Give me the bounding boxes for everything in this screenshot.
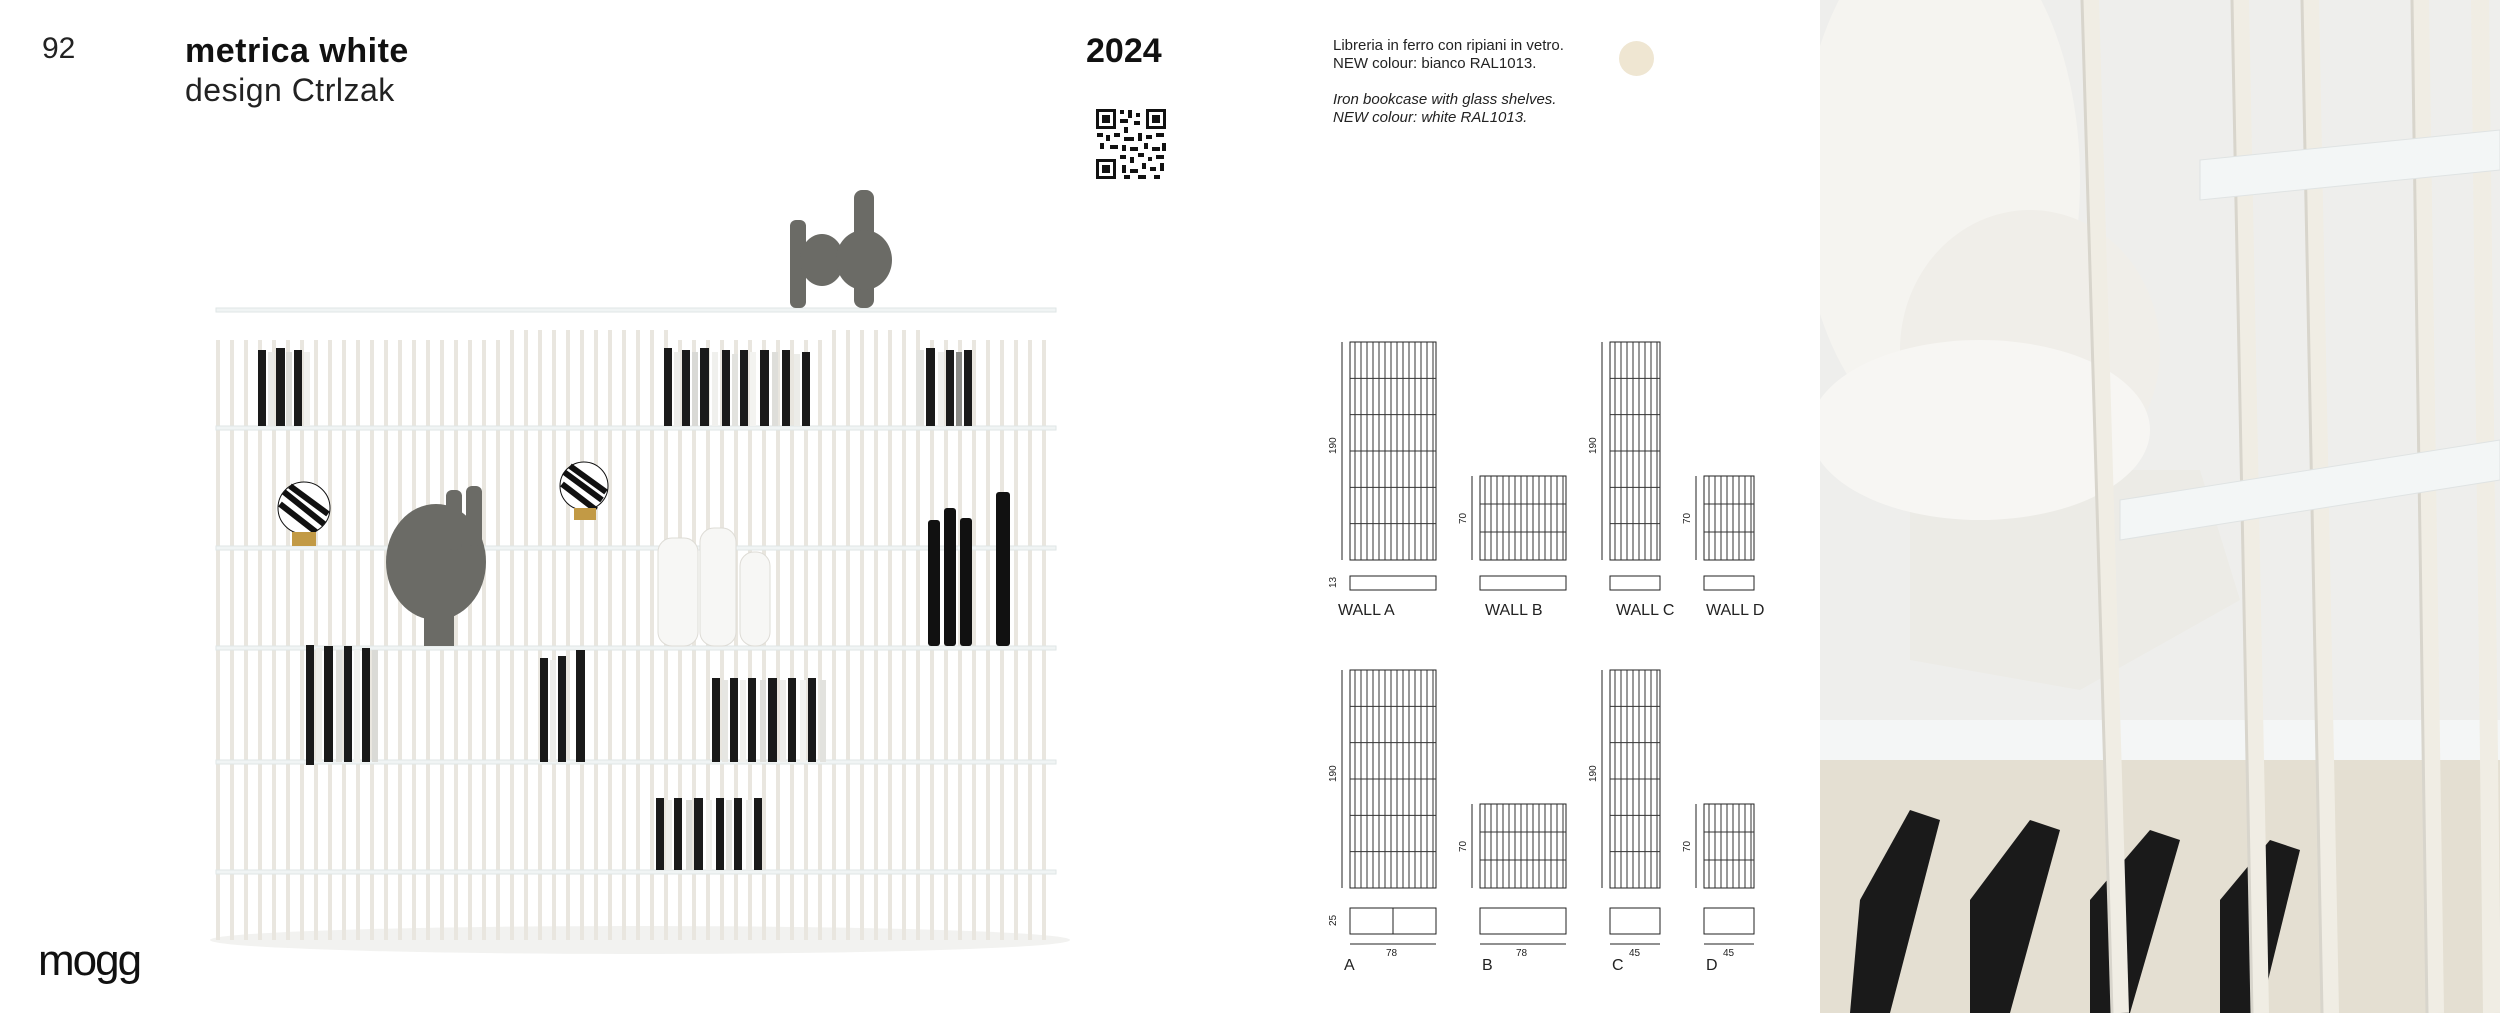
diagram-label-d: D	[1706, 957, 1718, 974]
dim-height-wall-a: 190	[1328, 437, 1339, 454]
dim-height-wall-c: 190	[1588, 437, 1599, 454]
qr-code[interactable]	[1094, 107, 1168, 181]
product-photo-bookcase	[200, 180, 1080, 960]
description-italian-line1: Libreria in ferro con ripiani in vetro.	[1333, 37, 1564, 54]
dim-width-c: 45	[1629, 948, 1641, 959]
diagram-label-wall-b: WALL B	[1485, 602, 1543, 619]
dim-height-d: 70	[1682, 840, 1693, 852]
description-english	[1333, 91, 1556, 127]
dim-height-c: 190	[1588, 765, 1599, 782]
technical-diagrams	[1320, 320, 1790, 980]
dim-height-b: 70	[1458, 840, 1469, 852]
diagram-label-b: B	[1482, 957, 1493, 974]
detail-photo	[1820, 0, 2500, 1013]
description-italian-line2: NEW colour: bianco RAL1013.	[1333, 55, 1537, 72]
diagram-label-wall-c: WALL C	[1616, 602, 1675, 619]
dim-depth-row1: 13	[1328, 576, 1339, 588]
collection-year: 2024	[1086, 32, 1162, 70]
diagram-label-wall-a: WALL A	[1338, 602, 1395, 619]
brand-logo: mogg	[38, 936, 141, 985]
dim-width-b: 78	[1516, 948, 1528, 959]
dim-height-wall-b: 70	[1458, 512, 1469, 524]
diagram-label-a: A	[1344, 957, 1355, 974]
designer-credit: design Ctrlzak	[185, 72, 395, 108]
color-swatch	[1619, 41, 1654, 76]
dim-height-a: 190	[1328, 765, 1339, 782]
description-english-line1: Iron bookcase with glass shelves.	[1333, 91, 1557, 108]
dim-width-a: 78	[1386, 948, 1398, 959]
dim-width-d: 45	[1723, 948, 1735, 959]
dim-height-wall-d: 70	[1682, 512, 1693, 524]
page-number: 92	[42, 32, 76, 65]
diagram-label-c: C	[1612, 957, 1624, 974]
product-title: metrica white	[185, 32, 409, 70]
description-english-line2: NEW colour: white RAL1013.	[1333, 109, 1528, 126]
diagram-label-wall-d: WALL D	[1706, 602, 1765, 619]
description-italian	[1333, 37, 1564, 73]
dim-depth-row2: 25	[1328, 914, 1339, 926]
